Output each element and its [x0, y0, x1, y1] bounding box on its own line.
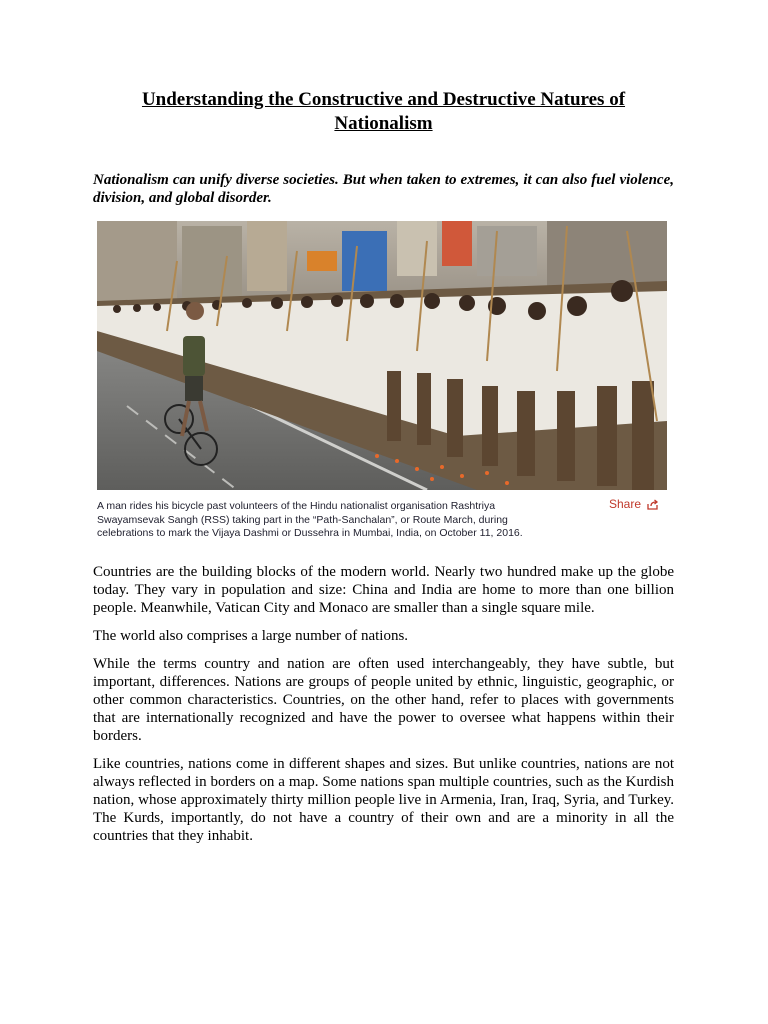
photo-caption: A man rides his bicycle past volunteers of the Hindu nationalist organisation Rashtriya Swayamsevak Sangh (RSS) taking part in the “Path-Sanchalan”, or Route March, during celebrations to mark the Vijaya Dashmi or Dussehra in Mumbai, India, on October 11, 2016. — [97, 500, 523, 539]
article-body — [93, 563, 674, 855]
article-title: Understanding the Constructive and Destructive Natures of Nationalism — [141, 89, 626, 134]
share-icon — [647, 499, 659, 510]
article-lede: Nationalism can unify diverse societies. But when taken to extremes, it can also fuel violence, division, and global disorder. — [93, 172, 674, 206]
share-button[interactable] — [609, 497, 659, 511]
paragraph: While the terms country and nation are often used interchangeably, they have subtle, but important, differences. Nations are groups of people united by ethnic, linguistic, geographic, or other common characteristics. Countries, on the other hand, refer to places with governments that are internationally recognized and have the power to oversee what happens within their borders. — [93, 656, 674, 744]
paragraph: The world also comprises a large number of nations. — [93, 628, 409, 644]
paragraph: Countries are the building blocks of the modern world. Nearly two hundred make up the globe today. They vary in population and size: China and India are home to more than one billion people. Meanwhile, Vatican City and Monaco are smaller than a single square mile. — [93, 564, 674, 616]
photo-rss-march-icon — [97, 221, 667, 490]
share-label: Share — [609, 497, 642, 511]
paragraph: Like countries, nations come in different shapes and sizes. But unlike countries, nations are not always reflected in borders on a map. Some nations span multiple countries, such as the Kurdish nation, whose approximately thirty million people live in Armenia, Iran, Iraq, Syria, and Turkey. The Kurds, importantly, do not have a country of their own and are a minority in all the countries that they inhabit. — [93, 756, 674, 844]
article-photo — [97, 221, 667, 490]
